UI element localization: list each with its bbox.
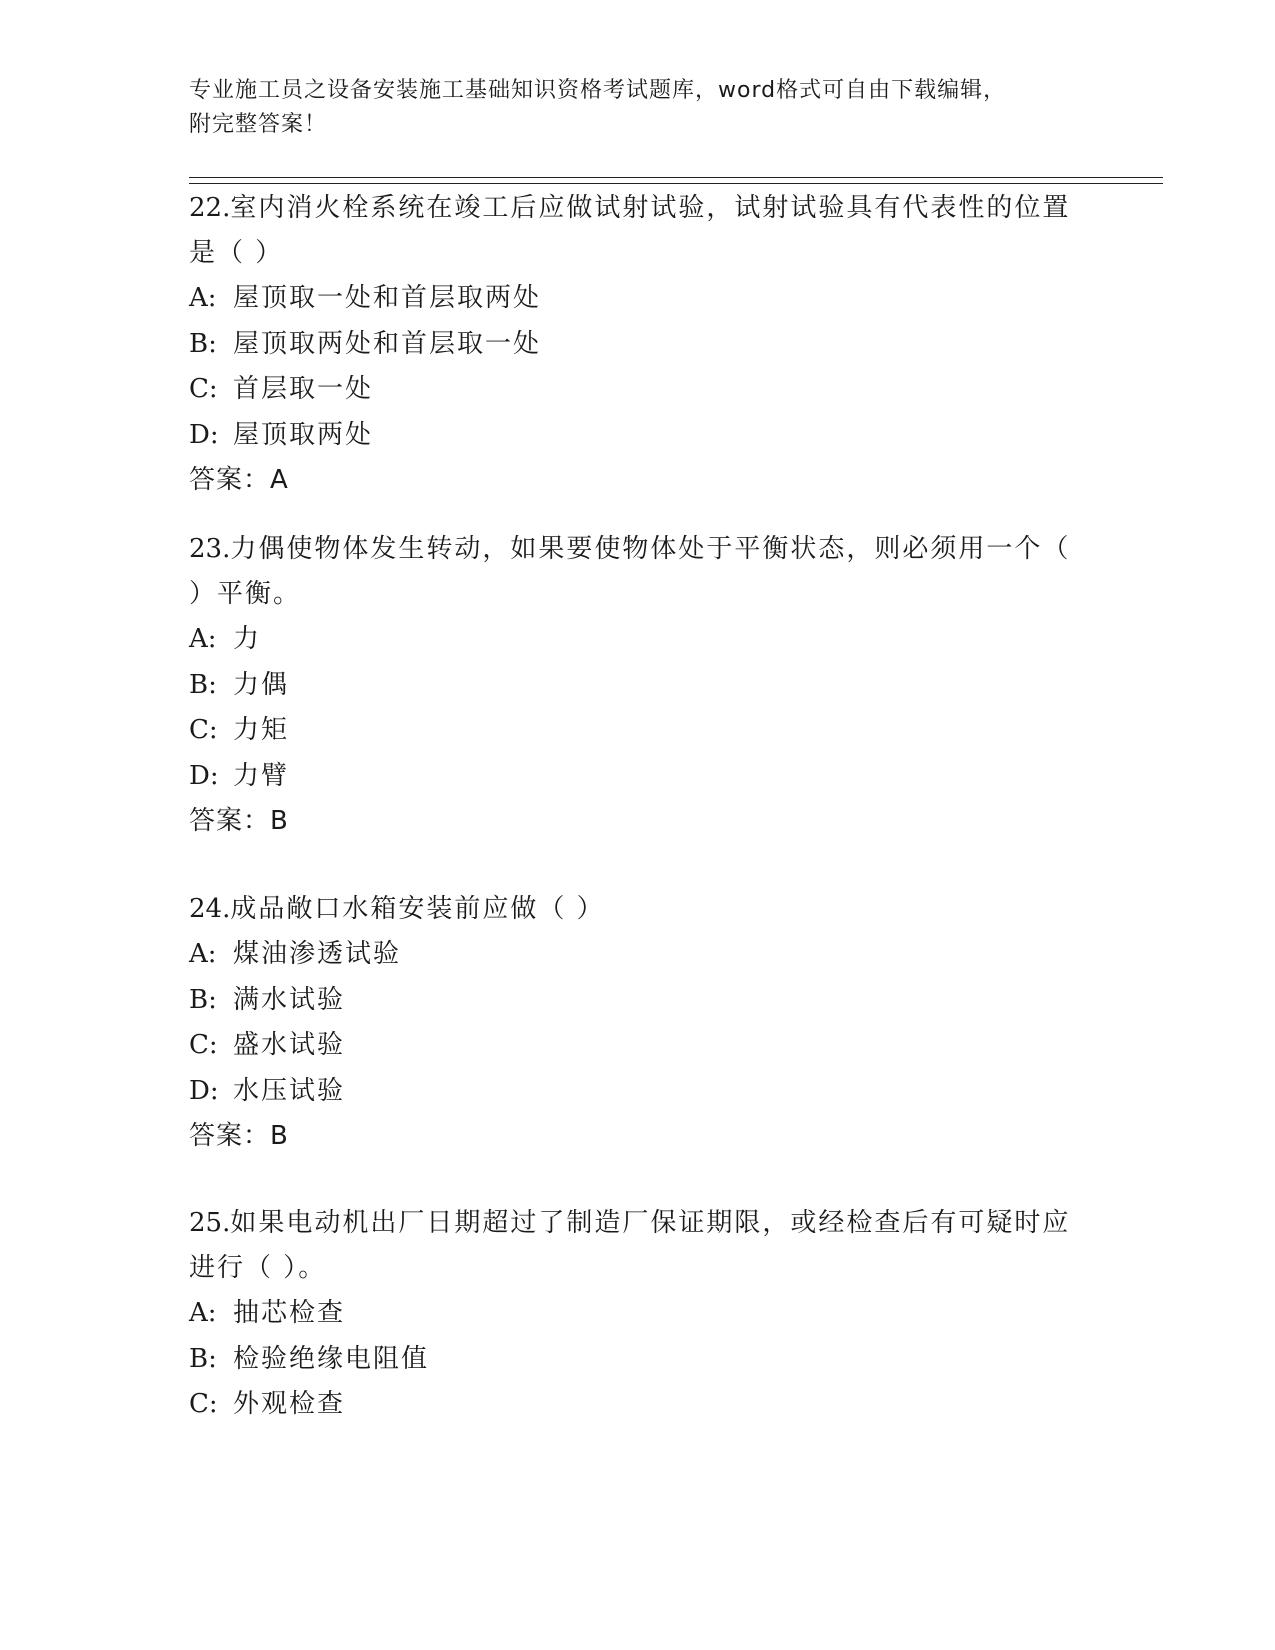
option-c [189,367,1089,413]
option-text: 力 [233,624,262,654]
option-letter: A: [189,939,217,969]
question-stem [189,1201,1089,1291]
answer-line: 答案：A [189,465,289,495]
option-a [189,617,1089,663]
option-text: 抽芯检查 [233,1298,346,1328]
header-line-1: 专业施工员之设备安装施工基础知识资格考试题库，word格式可自由下载编辑， [189,78,1007,103]
option-text: 力臂 [233,760,290,791]
option-text: 水压试验 [233,1075,346,1106]
option-text: 盛水试验 [233,1030,346,1060]
option-letter: A: [189,283,217,313]
question-22 [189,186,1089,504]
option-letter: A: [189,1298,217,1328]
question-25 [189,1201,1089,1428]
question-stem [189,527,1089,617]
question-text: 如果电动机出厂日期超过了制造厂保证期限，或经检查后有可疑时应进行（ ）。 [189,1208,1071,1283]
option-c [189,1023,1089,1069]
option-letter: C: [189,374,218,404]
question-text: 力偶使物体发生转动，如果要使物体处于平衡状态，则必须用一个（ ）平衡。 [189,534,1071,609]
question-text: 室内消火栓系统在竣工后应做试射试验，试射试验具有代表性的位置是（ ） [189,193,1071,268]
option-letter: B: [189,984,217,1015]
option-text: 屋顶取一处和首层取两处 [233,283,542,313]
option-c [189,708,1089,754]
question-stem [189,887,1089,932]
option-text: 首层取一处 [233,374,374,404]
question-number: 23. [189,534,231,564]
question-24 [189,887,1089,1160]
option-a [189,1291,1089,1337]
option-text: 力矩 [233,715,290,745]
header-line-2: 附完整答案！ [189,112,328,137]
option-letter: D: [189,419,219,450]
answer-line: 答案：B [189,806,289,836]
option-letter: C: [189,1389,218,1419]
option-text: 屋顶取两处和首层取一处 [233,328,542,359]
answer-line: 答案：B [189,1121,289,1151]
option-letter: A: [189,624,217,654]
option-b [189,663,1089,709]
question-number: 24. [189,894,231,924]
question-number: 22. [189,193,231,223]
option-letter: C: [189,1030,218,1060]
option-letter: D: [189,1075,219,1106]
header-divider-top [189,177,1163,178]
option-letter: B: [189,1343,217,1374]
option-letter: B: [189,669,217,700]
option-text: 检验绝缘电阻值 [233,1343,430,1374]
option-d [189,413,1089,459]
header-divider-bottom [189,183,1163,184]
option-text: 外观检查 [233,1389,346,1419]
option-c [189,1382,1089,1428]
option-a [189,932,1089,978]
option-text: 煤油渗透试验 [233,939,402,969]
option-letter: B: [189,328,217,359]
option-letter: C: [189,715,218,745]
option-d [189,1069,1089,1115]
question-number: 25. [189,1208,231,1238]
option-text: 力偶 [233,669,290,700]
question-23 [189,527,1089,845]
option-a [189,276,1089,322]
option-text: 屋顶取两处 [233,419,374,450]
question-stem [189,186,1089,276]
option-b [189,978,1089,1024]
option-b [189,1337,1089,1383]
document-header [189,74,1089,142]
option-text: 满水试验 [233,984,346,1015]
option-letter: D: [189,760,219,791]
option-b [189,322,1089,368]
option-d [189,754,1089,800]
question-text: 成品敞口水箱安装前应做（ ） [230,894,605,924]
